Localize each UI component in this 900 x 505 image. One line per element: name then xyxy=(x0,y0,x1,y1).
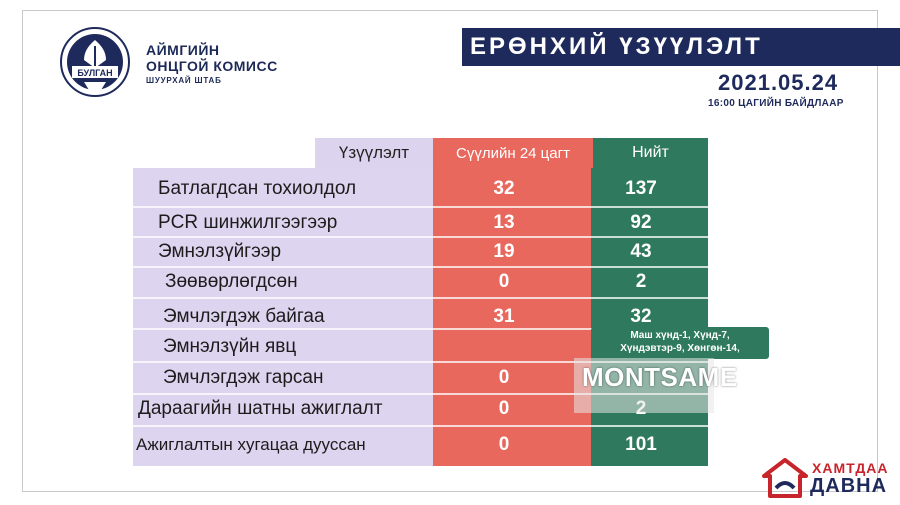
row-last24: 0 xyxy=(498,398,510,419)
table-row xyxy=(133,430,708,460)
row-last24: 19 xyxy=(493,241,515,262)
row-label: Зөөвөрлөгдсөн xyxy=(165,271,298,292)
row-last24: 0 xyxy=(498,434,510,455)
row-label: Эмнэлзүйн явц xyxy=(163,336,297,357)
row-label: Эмнэлзүйгээр xyxy=(158,241,282,262)
row-total: 101 xyxy=(625,434,657,455)
column-header-total: Нийт xyxy=(593,138,708,168)
severity-line-2: Хүндэвтэр-9, Хөнгөн-14, xyxy=(620,343,740,354)
row-last24: 0 xyxy=(498,367,510,388)
severity-breakdown xyxy=(591,327,769,359)
row-divider xyxy=(133,297,708,299)
org-line-3: ШУУРХАЙ ШТАБ xyxy=(146,76,222,85)
column-header-indicator: Үзүүлэлт xyxy=(315,138,433,168)
watermark xyxy=(574,358,738,413)
report-time: 16:00 ЦАГИЙН БАЙДЛААР xyxy=(708,98,844,109)
row-label: Дараагийн шатны ажиглалт xyxy=(138,398,383,419)
org-line-2: ОНЦГОЙ КОМИСС xyxy=(146,58,278,74)
row-total: 43 xyxy=(630,241,652,262)
campaign-text-bottom: ДАВНА xyxy=(810,475,888,497)
table-row xyxy=(133,267,708,297)
row-label: Эмчлэгдэж байгаа xyxy=(163,306,325,327)
row-label: Эмчлэгдэж гарсан xyxy=(163,367,324,388)
column-header-last24: Сүүлийн 24 цагт xyxy=(433,138,593,168)
table-row xyxy=(133,174,708,204)
row-last24: 32 xyxy=(493,178,515,199)
organization-name xyxy=(146,42,278,85)
row-last24: 31 xyxy=(493,306,515,327)
table-row xyxy=(133,208,708,238)
row-total: 92 xyxy=(630,212,652,233)
row-label: PCR шинжилгээгээр xyxy=(158,212,338,233)
row-label: Батлагдсан тохиолдол xyxy=(158,178,357,199)
row-last24 xyxy=(433,332,575,362)
watermark-text: MONTSAME xyxy=(582,362,738,392)
commission-logo xyxy=(54,26,136,105)
campaign-text-top: ХАМТДАА xyxy=(812,460,889,476)
row-total: 32 xyxy=(630,306,652,327)
row-label: Ажиглалтын хугацаа дууссан xyxy=(136,435,366,454)
report-date: 2021.05.24 xyxy=(718,70,839,95)
page-title: ЕРӨНХИЙ ҮЗҮҮЛЭЛТ xyxy=(470,33,763,60)
row-total: 2 xyxy=(635,271,647,292)
row-last24: 13 xyxy=(493,212,515,233)
table-row xyxy=(133,237,708,267)
svg-text:БУЛГАН: БУЛГАН xyxy=(77,68,113,78)
row-divider xyxy=(133,425,708,427)
org-line-1: АЙМГИЙН xyxy=(146,42,220,58)
severity-line-1: Маш хүнд-1, Хүнд-7, xyxy=(630,330,730,341)
row-total: 137 xyxy=(625,178,657,199)
row-last24: 0 xyxy=(498,271,510,292)
